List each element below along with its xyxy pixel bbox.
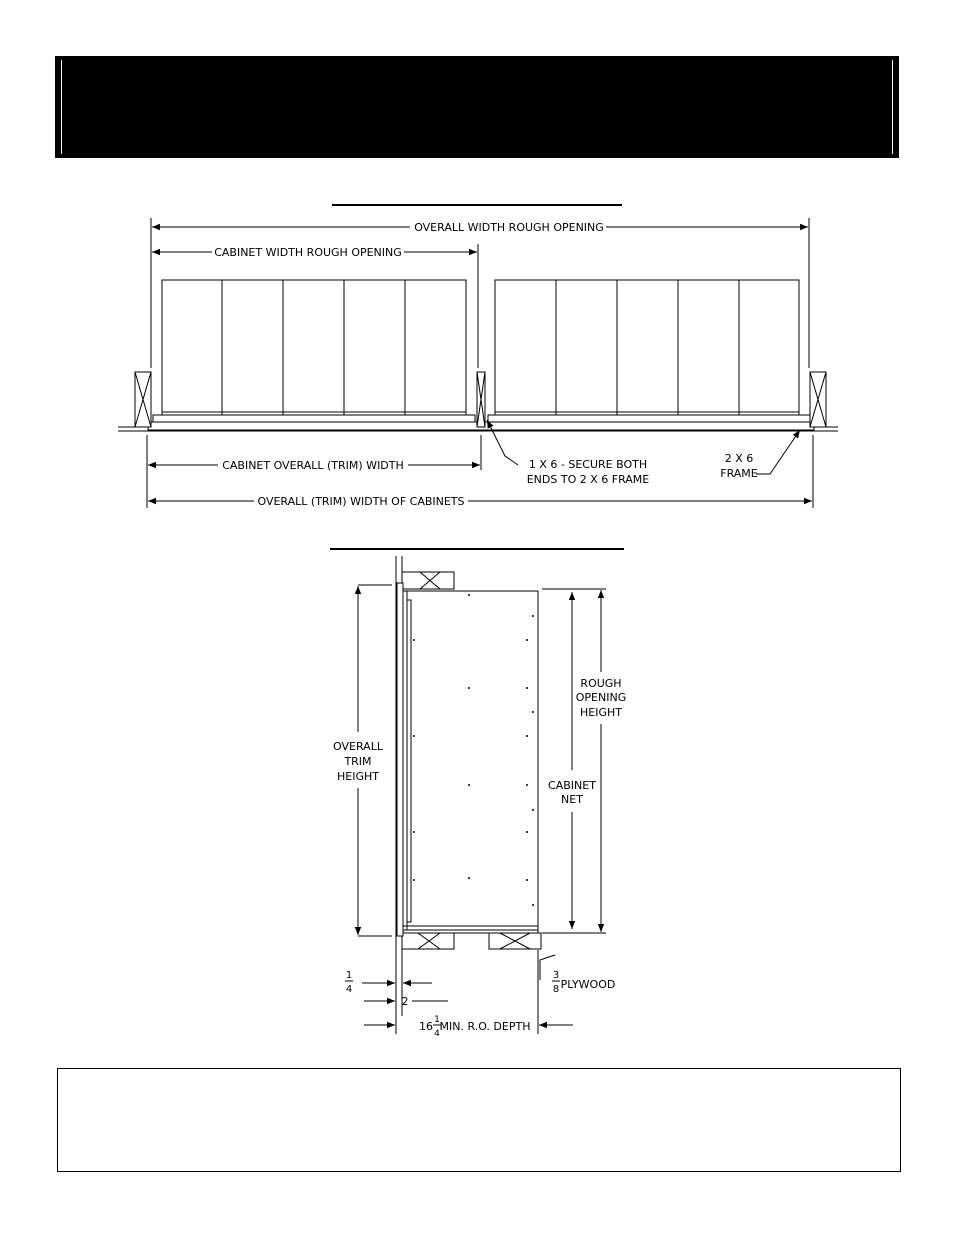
label-overall-trim-width-of-cabinets: OVERALL (TRIM) WIDTH OF CABINETS	[257, 495, 465, 508]
center-1x6	[477, 372, 485, 427]
label-net: NET	[561, 793, 583, 806]
cabinet-body	[403, 591, 538, 930]
label-two: 2	[401, 995, 409, 1008]
label-cabinet-width-ro: CABINET WIDTH ROUGH OPENING	[214, 246, 402, 259]
label-cabinet-overall-trim-width: CABINET OVERALL (TRIM) WIDTH	[222, 459, 404, 472]
label-overall-width-ro: OVERALL WIDTH ROUGH OPENING	[414, 221, 604, 234]
depth-whole: 16	[419, 1020, 433, 1033]
label-height: HEIGHT	[337, 770, 379, 783]
label-cabinet: CABINET	[548, 779, 596, 792]
trim-face	[397, 583, 403, 936]
callout-2x6-line1: 2 X 6	[724, 452, 754, 465]
callout-1x6-line1: 1 X 6 - SECURE BOTH	[528, 458, 648, 471]
plywood-numerator: 3	[552, 970, 560, 981]
quarter-numerator: 1	[345, 970, 353, 981]
sill-rear	[489, 933, 541, 949]
callout-2x6-line2: FRAME	[720, 467, 758, 480]
label-overall: OVERALL	[333, 740, 383, 753]
cabinet-right	[488, 280, 810, 422]
depth-label: MIN. R.O. DEPTH	[439, 1020, 531, 1033]
callout-1x6-line2: ENDS TO 2 X 6 FRAME	[526, 473, 650, 486]
header-2x6	[402, 572, 454, 589]
depth-denominator: 4	[434, 1029, 440, 1039]
plywood-label: PLYWOOD	[560, 978, 616, 991]
frame-post-right	[810, 372, 826, 427]
plywood-denominator: 8	[552, 984, 560, 995]
leader-2x6	[756, 430, 800, 474]
quarter-denominator: 4	[345, 984, 353, 995]
label-rough: ROUGH	[580, 677, 622, 690]
notes-box	[57, 1068, 901, 1172]
label-trim: TRIM	[344, 755, 372, 768]
sill-front	[402, 933, 454, 949]
label-opening: OPENING	[575, 691, 627, 704]
cabinet-left	[153, 280, 475, 422]
frame-post-left	[135, 372, 151, 427]
depth-numerator: 1	[434, 1015, 440, 1025]
plywood-strip	[403, 930, 538, 933]
label-ro-height: HEIGHT	[580, 706, 622, 719]
